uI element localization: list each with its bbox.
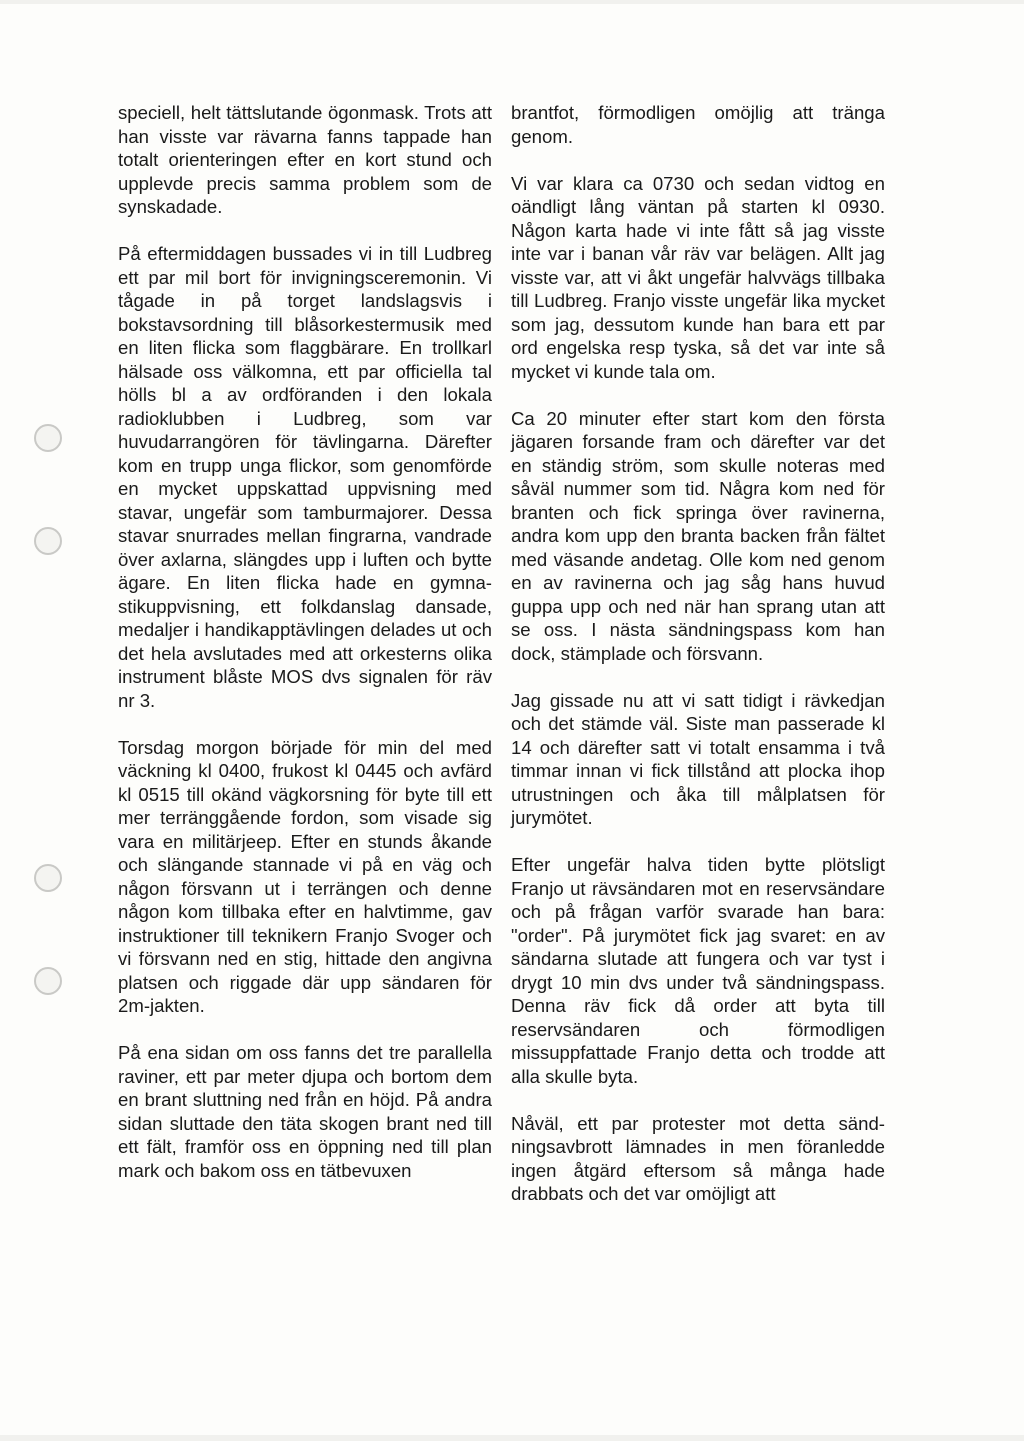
paragraph: På ena sidan om oss fanns det tre parallella raviner, ett par meter djupa och bortom dem en brant sluttning ned från en höjd. På andra sidan sluttade den täta skogen brant ned till ett fält, framför oss en öppning ned till plan mark och bakom oss en tätbevuxen bbox=[118, 1042, 492, 1181]
punch-hole-icon bbox=[34, 864, 62, 892]
punch-hole-icon bbox=[34, 967, 62, 995]
right-column bbox=[511, 101, 885, 1206]
paragraph: Vi var klara ca 0730 och sedan vidtog en oändligt lång väntan på starten kl 0930. Någon karta hade vi inte fått så jag visste inte var i banan vår räv var belägen. Allt jag visste var, att vi åkt ungefär halvvägs tillbaka till Ludbreg. Franjo visste ungefär lika mycket som jag, dessutom kunde han bara ett par ord engelska resp tyska, så det var inte så mycket vi kunde tala om. bbox=[511, 172, 885, 382]
paragraph: På eftermiddagen bussades vi in till Ludbreg ett par mil bort för invigningsceremonin. Vi tågade in på torget landslagsvis i bokstavsordning till blåsorkestermusik med en liten flicka som flaggbärare. En trollkarl hälsade oss välkomna, ett par officiella tal hölls bl a av ordföranden i den lokala radioklubben i Ludbreg, som var huvudarrangören för tävlingarna. Därefter kom en trupp unga flickor, som genomförde en mycket uppskattad uppvisning med stavar, ungefär som tamburmajorer. Dessa stavar snurrades mellan fingrarna, vandrade över axlarna, slängdes upp i luften och bytte ägare. En liten flicka hade en gymnastikuppvisning, ett folkdanslag dansade, medaljer i handikapptävlingen delades ut och det hela avslutades med att orkesterns olika instrument blåste MOS dvs signalen för räv nr 3. bbox=[118, 243, 492, 711]
scan-edge-top bbox=[0, 0, 1024, 4]
paragraph: Torsdag morgon började för min del med väckning kl 0400, frukost kl 0445 och avfärd kl 0515 till okänd vägkorsning för byte till ett mer terränggående fordon, som visade sig vara en militärjeep. Efter en stunds åkande och slängande stannade vi på en väg och någon försvann ut i terrängen och denne någon kom tillbaka efter en halvtimme, gav instruktioner till teknikern Franjo Svoger och vi försvann ned en stig, hittade den angivna platsen och riggade där upp sändaren för 2m-jakten. bbox=[118, 736, 492, 1016]
paragraph: Ca 20 minuter efter start kom den första jägaren forsande fram och därefter var det en ständig ström, som skulle noteras med såväl nummer som tid. Några kom ned för branten och fick springa över ravinerna, andra kom upp den branta backen från fältet med väsande andetag. Olle kom ned genom en av ravinerna och jag såg hans huvud guppa upp och ned när han sprang utan att se oss. I nästa sändningspass kom han dock, stämplade och försvann. bbox=[511, 407, 885, 664]
punch-hole-icon bbox=[34, 424, 62, 452]
paragraph: Jag gissade nu att vi satt tidigt i rävkedjan och det stämde väl. Siste man passerade kl 14 och därefter satt vi totalt ensamma i två timmar innan vi fick tillstånd att plocka ihop utrustningen och åka till målplatsen för jurymötet. bbox=[511, 689, 885, 828]
left-column bbox=[118, 101, 492, 1182]
paragraph: Nåväl, ett par protester mot detta sändningsavbrott lämnades in men föranledde ingen åtgärd eftersom så många hade drabbats och det var omöjligt att bbox=[511, 1112, 885, 1204]
paragraph: brantfot, förmodligen omöjlig att tränga genom. bbox=[511, 102, 885, 147]
punch-hole-icon bbox=[34, 527, 62, 555]
scan-edge-bottom bbox=[0, 1435, 1024, 1441]
paragraph: speciell, helt tättslutande ögonmask. Trots att han visste var rävarna fanns tappade han totalt orienteringen efter en kort stund och upplevde precis samma problem som de synskadade. bbox=[118, 102, 492, 217]
paragraph: Efter ungefär halva tiden bytte plötsligt Franjo ut rävsändaren mot en reservsändare och på frågan varför svarade han bara: "order". På jurymötet fick jag svaret: en av sändarna slutade att fungera och var tyst i drygt 10 min dvs under två sändningspass. Denna räv fick då order att byta till reservsändaren och förmodligen missuppfattade Franjo detta och trodde att alla skulle byta. bbox=[511, 854, 885, 1087]
